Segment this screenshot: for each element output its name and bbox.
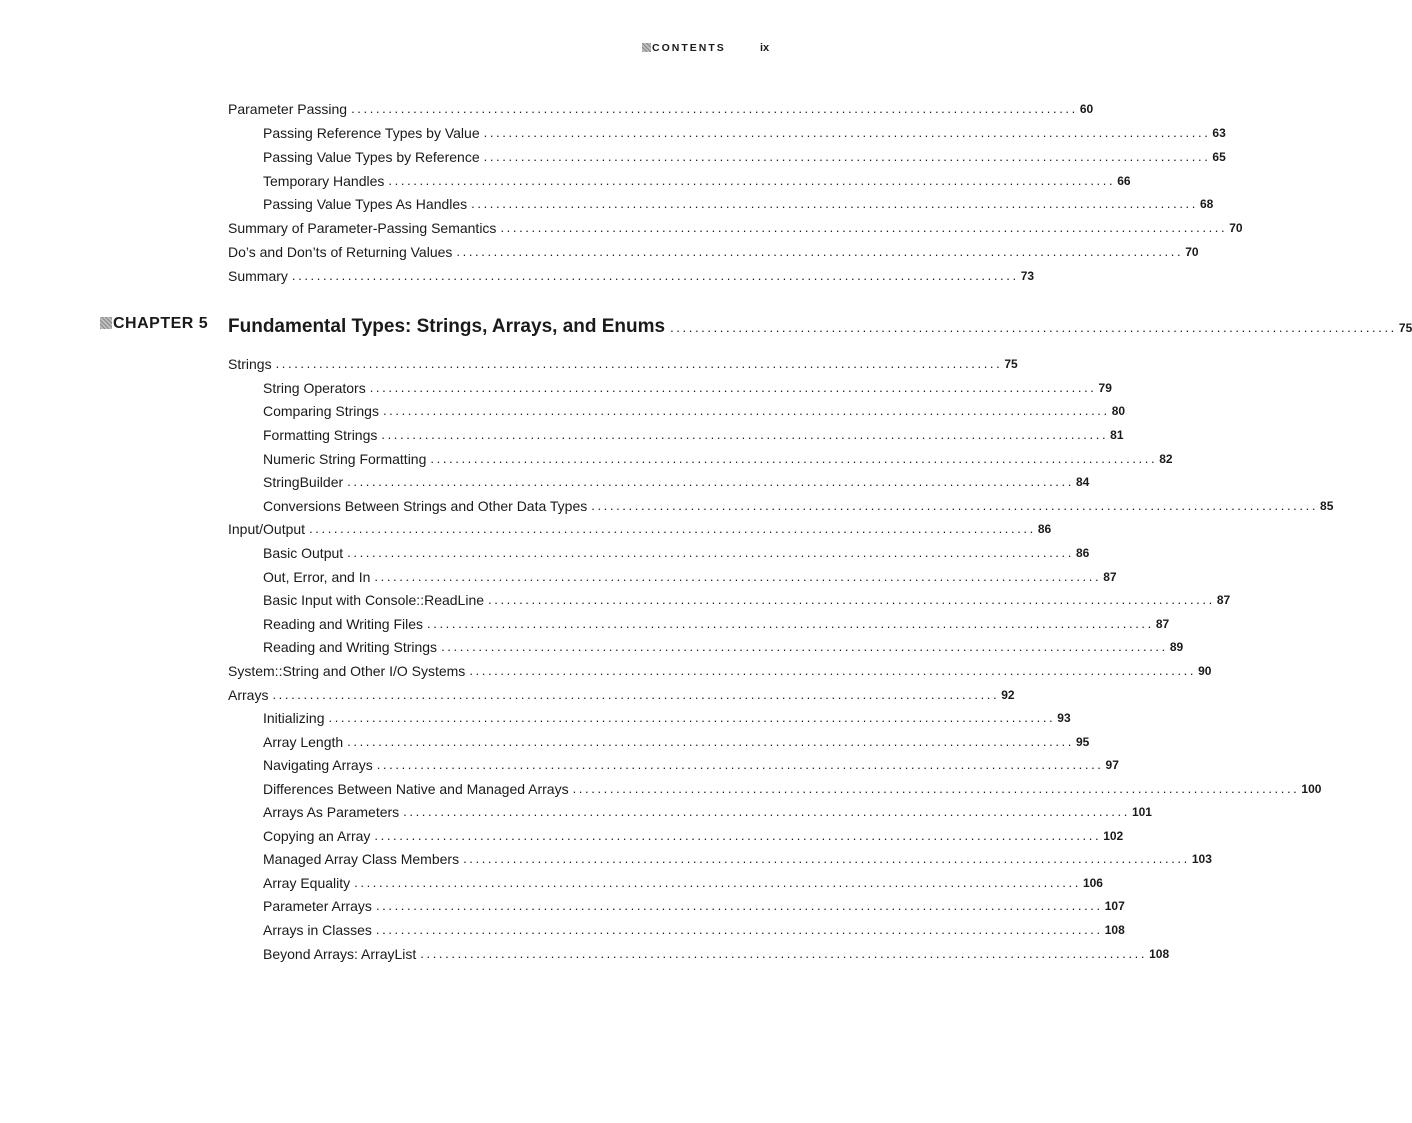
toc-entry-page: 108: [1104, 923, 1125, 937]
toc-entry-title: Formatting Strings: [263, 427, 378, 443]
dot-leader: .....................................................................................................................: [347, 474, 1074, 489]
chapter-page: 75: [1398, 321, 1412, 335]
toc-entry-page: 86: [1037, 522, 1052, 536]
toc-subentry[interactable]: [263, 707, 1071, 727]
dot-leader: .....................................................................................................................: [351, 101, 1078, 116]
toc-entry-title: Arrays: [228, 687, 269, 703]
toc-entry-page: 100: [1301, 782, 1322, 796]
toc-entry[interactable]: [228, 660, 1212, 680]
dot-leader: .....................................................................................................................: [670, 320, 1397, 335]
toc-entry-title: Temporary Handles: [263, 173, 385, 189]
chapter-label-text: CHAPTER 5: [113, 315, 209, 332]
dot-leader: .....................................................................................................................: [309, 521, 1036, 536]
toc-subentry[interactable]: [263, 448, 1173, 468]
toc-entry-title: Array Equality: [263, 875, 351, 891]
toc-entry-page: 87: [1155, 617, 1170, 631]
dot-leader: .....................................................................................................................: [469, 663, 1197, 678]
toc-entry-page: 66: [1117, 174, 1131, 188]
toc-entry-page: 85: [1320, 499, 1334, 513]
dot-leader: .....................................................................................................................: [376, 757, 1104, 772]
toc-entry[interactable]: [228, 684, 1015, 704]
toc-subentry[interactable]: [263, 825, 1124, 845]
dot-leader: .....................................................................................................................: [382, 403, 1110, 418]
toc-entry-title: Do’s and Don’ts of Returning Values: [228, 244, 453, 260]
toc-entry-page: 75: [1004, 357, 1018, 371]
toc-subentry[interactable]: [263, 400, 1126, 420]
toc-entry-title: Out, Error, and In: [263, 569, 371, 585]
toc-entry[interactable]: [228, 353, 1018, 373]
dot-leader: .....................................................................................................................: [500, 220, 1228, 235]
toc-entry-page: 81: [1110, 428, 1124, 442]
toc-entry[interactable]: [228, 98, 1094, 118]
toc-entry-title: Managed Array Class Members: [263, 851, 460, 867]
dot-leader: .....................................................................................................................: [291, 268, 1019, 283]
toc-entry-page: 84: [1075, 475, 1090, 489]
toc-subentry[interactable]: [263, 377, 1112, 397]
toc-entry-page: 93: [1057, 711, 1071, 725]
screen-bullet-icon: [100, 317, 112, 329]
toc-entry-page: 82: [1159, 452, 1173, 466]
toc-entry-title: Basic Output: [263, 545, 344, 561]
toc-entry-title: System::String and Other I/O Systems: [228, 663, 466, 679]
running-head: [0, 42, 816, 58]
dot-leader: .....................................................................................................................: [375, 922, 1103, 937]
toc-entry-page: 95: [1075, 735, 1090, 749]
page-number: ix: [760, 42, 770, 54]
dot-leader: .....................................................................................................................: [456, 244, 1184, 259]
toc-entry-title: Strings: [228, 356, 272, 372]
toc-entry-page: 60: [1079, 102, 1094, 116]
dot-leader: .....................................................................................................................: [403, 804, 1130, 819]
dot-leader: .....................................................................................................................: [388, 173, 1116, 188]
toc-entry-page: 90: [1198, 664, 1212, 678]
toc-subentry[interactable]: [263, 146, 1226, 166]
toc-entry-title: Beyond Arrays: ArrayList: [263, 946, 417, 962]
toc-subentry[interactable]: [263, 424, 1124, 444]
chapter-heading[interactable]: [228, 312, 1412, 338]
toc-entry-page: 87: [1216, 593, 1231, 607]
toc-entry-title: Basic Input with Console::ReadLine: [263, 592, 485, 608]
toc-subentry[interactable]: [263, 589, 1231, 609]
toc-subentry[interactable]: [263, 122, 1226, 142]
dot-leader: .....................................................................................................................: [275, 356, 1003, 371]
toc-subentry[interactable]: [263, 754, 1119, 774]
toc-entry-title: Numeric String Formatting: [263, 451, 427, 467]
dot-leader: .....................................................................................................................: [354, 875, 1081, 890]
dot-leader: .....................................................................................................................: [369, 380, 1097, 395]
toc-subentry[interactable]: [263, 943, 1170, 963]
toc-subentry[interactable]: [263, 731, 1090, 751]
toc-entry-page: 106: [1082, 876, 1103, 890]
toc-subentry[interactable]: [263, 613, 1170, 633]
toc-entry-title: Summary of Parameter-Passing Semantics: [228, 220, 497, 236]
dot-leader: .....................................................................................................................: [430, 451, 1158, 466]
dot-leader: .....................................................................................................................: [272, 687, 1000, 702]
toc-subentry[interactable]: [263, 848, 1212, 868]
toc-entry-title: Arrays in Classes: [263, 922, 372, 938]
toc-entry-title: Navigating Arrays: [263, 757, 373, 773]
toc-entry-title: Passing Value Types As Handles: [263, 196, 468, 212]
toc-entry-page: 101: [1131, 805, 1152, 819]
toc-entry-page: 73: [1020, 269, 1035, 283]
dot-leader: .....................................................................................................................: [471, 196, 1198, 211]
toc-entry-title: Differences Between Native and Managed Arrays: [263, 781, 569, 797]
toc-subentry[interactable]: [263, 193, 1214, 213]
dot-leader: .....................................................................................................................: [420, 946, 1148, 961]
toc-entry[interactable]: [228, 241, 1199, 261]
toc-entry-title: Parameter Passing: [228, 101, 348, 117]
toc-entry-page: 103: [1191, 852, 1212, 866]
dot-leader: .....................................................................................................................: [347, 734, 1074, 749]
toc-entry-page: 65: [1212, 150, 1226, 164]
toc-entry-page: 102: [1103, 829, 1124, 843]
toc-entry-title: Conversions Between Strings and Other Data Types: [263, 498, 588, 514]
toc-entry-title: Passing Value Types by Reference: [263, 149, 480, 165]
toc-entry-page: 92: [1001, 688, 1015, 702]
toc-entry-page: 80: [1111, 404, 1126, 418]
toc-entry-title: Array Length: [263, 734, 344, 750]
toc-entry-title: StringBuilder: [263, 474, 344, 490]
dot-leader: .....................................................................................................................: [572, 781, 1300, 796]
toc-subentry[interactable]: [263, 471, 1090, 491]
toc-subentry[interactable]: [263, 566, 1117, 586]
chapter-label: [100, 315, 208, 333]
toc-subentry[interactable]: [263, 636, 1184, 656]
toc-subentry[interactable]: [263, 801, 1152, 821]
toc-entry-page: 70: [1185, 245, 1199, 259]
running-head-text: CONTENTS: [652, 42, 726, 54]
dot-leader: .....................................................................................................................: [374, 828, 1102, 843]
toc-entry[interactable]: [228, 217, 1243, 237]
dot-leader: .....................................................................................................................: [483, 125, 1211, 140]
toc-entry-title: String Operators: [263, 380, 366, 396]
toc-entry-page: 68: [1199, 197, 1214, 211]
toc-entry[interactable]: [228, 518, 1052, 538]
toc-entry[interactable]: [228, 265, 1035, 285]
dot-leader: .....................................................................................................................: [441, 639, 1168, 654]
toc-entry-title: Input/Output: [228, 521, 306, 537]
screen-bullet-icon: [642, 43, 651, 52]
toc-subentry[interactable]: [263, 495, 1334, 515]
toc-entry-page: 97: [1105, 758, 1119, 772]
toc-entry-title: Summary: [228, 268, 288, 284]
dot-leader: .....................................................................................................................: [374, 569, 1102, 584]
dot-leader: .....................................................................................................................: [381, 427, 1109, 442]
running-head-label: [642, 42, 726, 54]
toc-subentry[interactable]: [263, 778, 1322, 798]
toc-entry-page: 107: [1104, 899, 1125, 913]
dot-leader: .....................................................................................................................: [488, 592, 1215, 607]
toc-entry-title: Reading and Writing Strings: [263, 639, 438, 655]
toc-entry-title: Arrays As Parameters: [263, 804, 400, 820]
toc-entry-title: Passing Reference Types by Value: [263, 125, 480, 141]
toc-subentry[interactable]: [263, 542, 1090, 562]
dot-leader: .....................................................................................................................: [347, 545, 1074, 560]
toc-subentry[interactable]: [263, 170, 1131, 190]
dot-leader: .....................................................................................................................: [463, 851, 1190, 866]
toc-entry-page: 70: [1229, 221, 1243, 235]
chapter-title: Fundamental Types: Strings, Arrays, and Enums: [228, 316, 666, 337]
toc-subentry[interactable]: [263, 919, 1125, 939]
dot-leader: .....................................................................................................................: [427, 616, 1154, 631]
dot-leader: .....................................................................................................................: [375, 898, 1103, 913]
toc-entry-page: 87: [1103, 570, 1117, 584]
toc-entry-page: 108: [1149, 947, 1170, 961]
toc-entry-title: Comparing Strings: [263, 403, 379, 419]
toc-entry-title: Parameter Arrays: [263, 898, 372, 914]
toc-entry-page: 79: [1098, 381, 1112, 395]
toc-subentry[interactable]: [263, 872, 1103, 892]
toc-entry-title: Initializing: [263, 710, 325, 726]
dot-leader: .....................................................................................................................: [328, 710, 1056, 725]
toc-subentry[interactable]: [263, 895, 1125, 915]
dot-leader: .....................................................................................................................: [591, 498, 1319, 513]
toc-entry-page: 63: [1212, 126, 1226, 140]
toc-entry-title: Copying an Array: [263, 828, 371, 844]
toc-entry-title: Reading and Writing Files: [263, 616, 424, 632]
dot-leader: .....................................................................................................................: [483, 149, 1211, 164]
toc-entry-page: 86: [1075, 546, 1090, 560]
toc-entry-page: 89: [1169, 640, 1184, 654]
